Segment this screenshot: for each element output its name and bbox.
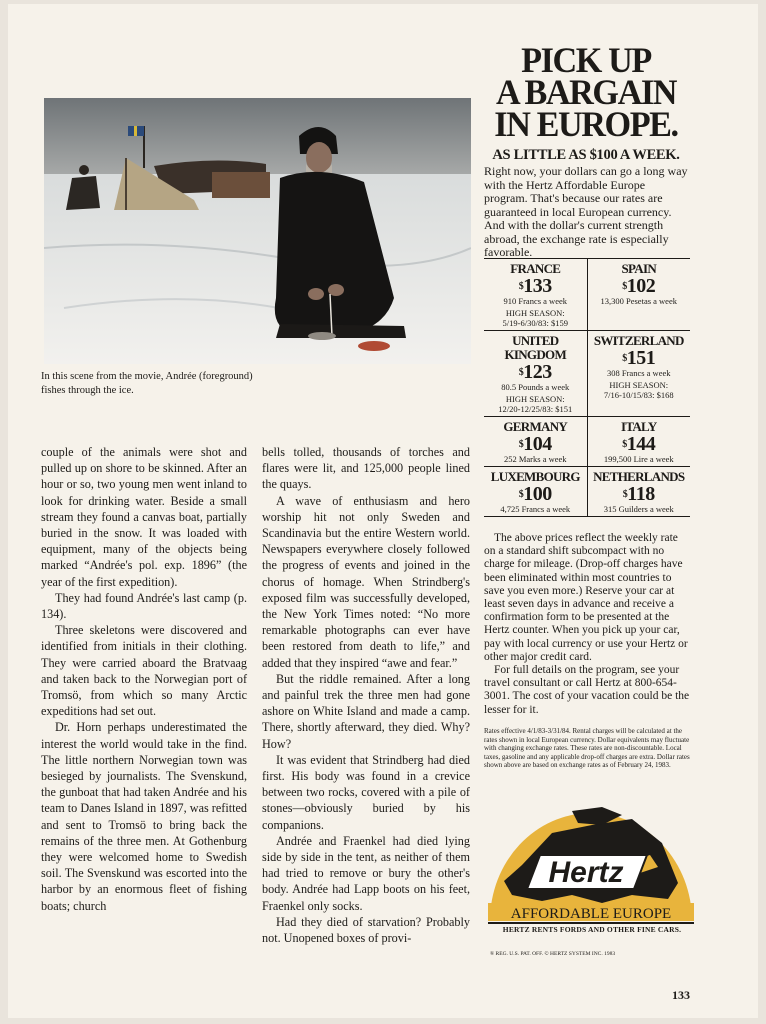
rate-cell: [587, 417, 691, 466]
paragraph: Three skeletons were discovered and identified from initials in their clothing. They were carried aboard the Bratvaag and taken back to the Norwegian port of Tromsö, from which so many Arctic expeditions had set out.: [41, 623, 247, 719]
country-name: GERMANY: [503, 419, 568, 434]
paragraph: bells tolled, thousands of torches and flares were lit, and 125,000 people lined the quays.: [262, 445, 470, 492]
paragraph: A wave of enthusiasm and hero worship hit not only Sweden and Scandinavia but the entire Western world. Newspapers everywhere closely followed the progress of events and joined in the chorus of homage. When Strindberg's exposed film was successfully developed, the New York Times noted: “No more remarkable photographs can ever have been restored from death to life,” and added that they inspired “awe and fear.”: [262, 493, 470, 670]
high-season-rate: 12/20-12/25/83: $151: [498, 404, 573, 414]
rate-cell: [587, 259, 691, 330]
paragraph: They had found Andrée's last camp (p. 134).: [41, 590, 247, 622]
country-name: UNITED KINGDOM: [504, 333, 567, 362]
rates-table: [484, 258, 690, 517]
weekly-price: $100: [518, 483, 552, 505]
country-name: SWITZERLAND: [593, 333, 684, 348]
high-season-label: HIGH SEASON:: [505, 308, 565, 318]
weekly-price: $102: [622, 275, 656, 297]
high-season-label: HIGH SEASON:: [609, 380, 669, 390]
country-name: ITALY: [620, 419, 657, 434]
rate-cell: [484, 417, 587, 466]
hertz-wordmark: Hertz: [548, 856, 624, 889]
hertz-logo: [482, 803, 700, 925]
paragraph: couple of the animals were shot and pulled up on shore to be skinned. After an hour or so, two young men went inland to look for drinking water. Beside a small stream they found a canvas boat, partially buried in the snow. It was loaded with equipment, many of the objects being marked “Andrée's pol. exp. 1896” (the year of the first expedition).: [41, 445, 247, 589]
rates-row: [484, 259, 690, 331]
rates-row: [484, 467, 690, 517]
page-number: 133: [672, 988, 690, 1002]
weekly-price: $133: [518, 275, 552, 297]
rates-row: [484, 331, 690, 417]
paragraph: It was evident that Strindberg had died first. His body was found in a crevice between two rocks, covered with a pile of stones—obviously buried by his companions.: [262, 752, 470, 832]
local-currency-rate: 910 Francs a week: [503, 296, 567, 306]
high-season-rate: 7/16-10/15/83: $168: [603, 390, 674, 400]
country-name: SPAIN: [621, 261, 657, 276]
paragraph: For full details on the program, see your travel consultant or call Hertz at 800-654-3001. The cost of your vacation could be the lesser for it.: [484, 664, 690, 716]
rate-cell: [484, 467, 587, 516]
fine-print: Rates effective 4/1/83-3/31/84. Rental charges will be calculated at the rates shown in local European currency. Dollar equivalents may fluctuate with changing exchange rates. These rates are non-discountable. Local taxes, gasoline and any applicable drop-off charges are extra. Dollar rates shown above are based on exchange rates as of February 24, 1983.: [484, 727, 690, 769]
weekly-price: $144: [622, 433, 656, 455]
weekly-price: $151: [622, 347, 656, 369]
paragraph: The above prices reflect the weekly rate on a standard shift subcompact with no charge for mileage. (Drop-off charges have been eliminated within most countries to save you even more.) Reserve your car at least seven days in advance and receive a confirmation form to be presented at the Hertz counter. When you pick up your car, pay with local currency or use your Hertz or other major credit card.: [484, 532, 688, 663]
rate-cell: [484, 331, 587, 416]
local-currency-rate: 252 Marks a week: [503, 454, 567, 464]
local-currency-rate: 308 Francs a week: [607, 368, 671, 378]
country-name: NETHERLANDS: [593, 469, 685, 484]
ad-body: [484, 532, 690, 717]
high-season-rate: 5/19-6/30/83: $159: [502, 318, 568, 328]
paragraph: But the riddle remained. After a long and painful trek the three men had gone ashore on White Island and made a camp. There, shortly afterward, they died. Why? How?: [262, 671, 470, 751]
registration-notice: ® REG. U.S. PAT. OFF. © HERTZ SYSTEM INC. 1983: [490, 951, 616, 957]
headline-line: IN EUROPE.: [494, 104, 678, 144]
article-column-2: [262, 444, 470, 946]
rates-row: [484, 417, 690, 467]
rate-cell: [484, 259, 587, 330]
weekly-price: $104: [518, 433, 552, 455]
local-currency-rate: 13,300 Pesetas a week: [600, 296, 677, 306]
local-currency-rate: 315 Guilders a week: [603, 504, 674, 514]
country-name: FRANCE: [510, 261, 561, 276]
article-column-1: [41, 444, 247, 914]
paragraph: Had they died of starvation? Probably not. Unopened boxes of provi-: [262, 914, 470, 946]
movie-still-photo: [44, 98, 471, 364]
country-name: LUXEMBOURG: [490, 469, 580, 484]
photo-caption: In this scene from the movie, Andrée (foreground) fishes through the ice.: [41, 371, 253, 396]
rate-cell: [587, 467, 691, 516]
rate-cell: [587, 331, 691, 416]
ad-headline: [485, 40, 686, 144]
ad-subhead: AS LITTLE AS $100 A WEEK.: [492, 147, 680, 163]
ad-intro: Right now, your dollars can go a long way with the Hertz Affordable Europe program. That's because our rates are guaranteed in local European currency. And with the dollar's current strength abroad, the exchange rate is especially favorable.: [484, 164, 688, 259]
local-currency-rate: 4,725 Francs a week: [500, 504, 571, 514]
affordable-europe-banner: AFFORDABLE EUROPE: [510, 906, 672, 922]
headline-line: A BARGAIN: [495, 72, 677, 112]
headline-line: PICK UP: [521, 40, 651, 80]
high-season-label: HIGH SEASON:: [505, 394, 565, 404]
paragraph: Dr. Horn perhaps underestimated the interest the world would take in the find. The little northern Norwegian town was besieged by journalists. The Svenskund, the gunboat that had taken Andrée and his team to Danes Island in 1897, was refitted and sent to Tromsö to bring back the remains of the three men. At Gothenburg they were welcomed home to Swedish soil. The Svenskund was escorted into the harbor by an enormous fleet of fishing boats; church: [41, 720, 247, 913]
weekly-price: $123: [518, 361, 552, 383]
weekly-price: $118: [622, 483, 655, 505]
paragraph: Andrée and Fraenkel had died lying side by side in the tent, as neither of them had tried to remove or bury the other's body. Andrée had Lapp boots on his feet, Fraenkel only socks.: [262, 833, 470, 913]
local-currency-rate: 80.5 Pounds a week: [501, 382, 570, 392]
local-currency-rate: 199,500 Lire a week: [603, 454, 674, 464]
hertz-tagline: HERTZ RENTS FORDS AND OTHER FINE CARS.: [502, 925, 682, 934]
